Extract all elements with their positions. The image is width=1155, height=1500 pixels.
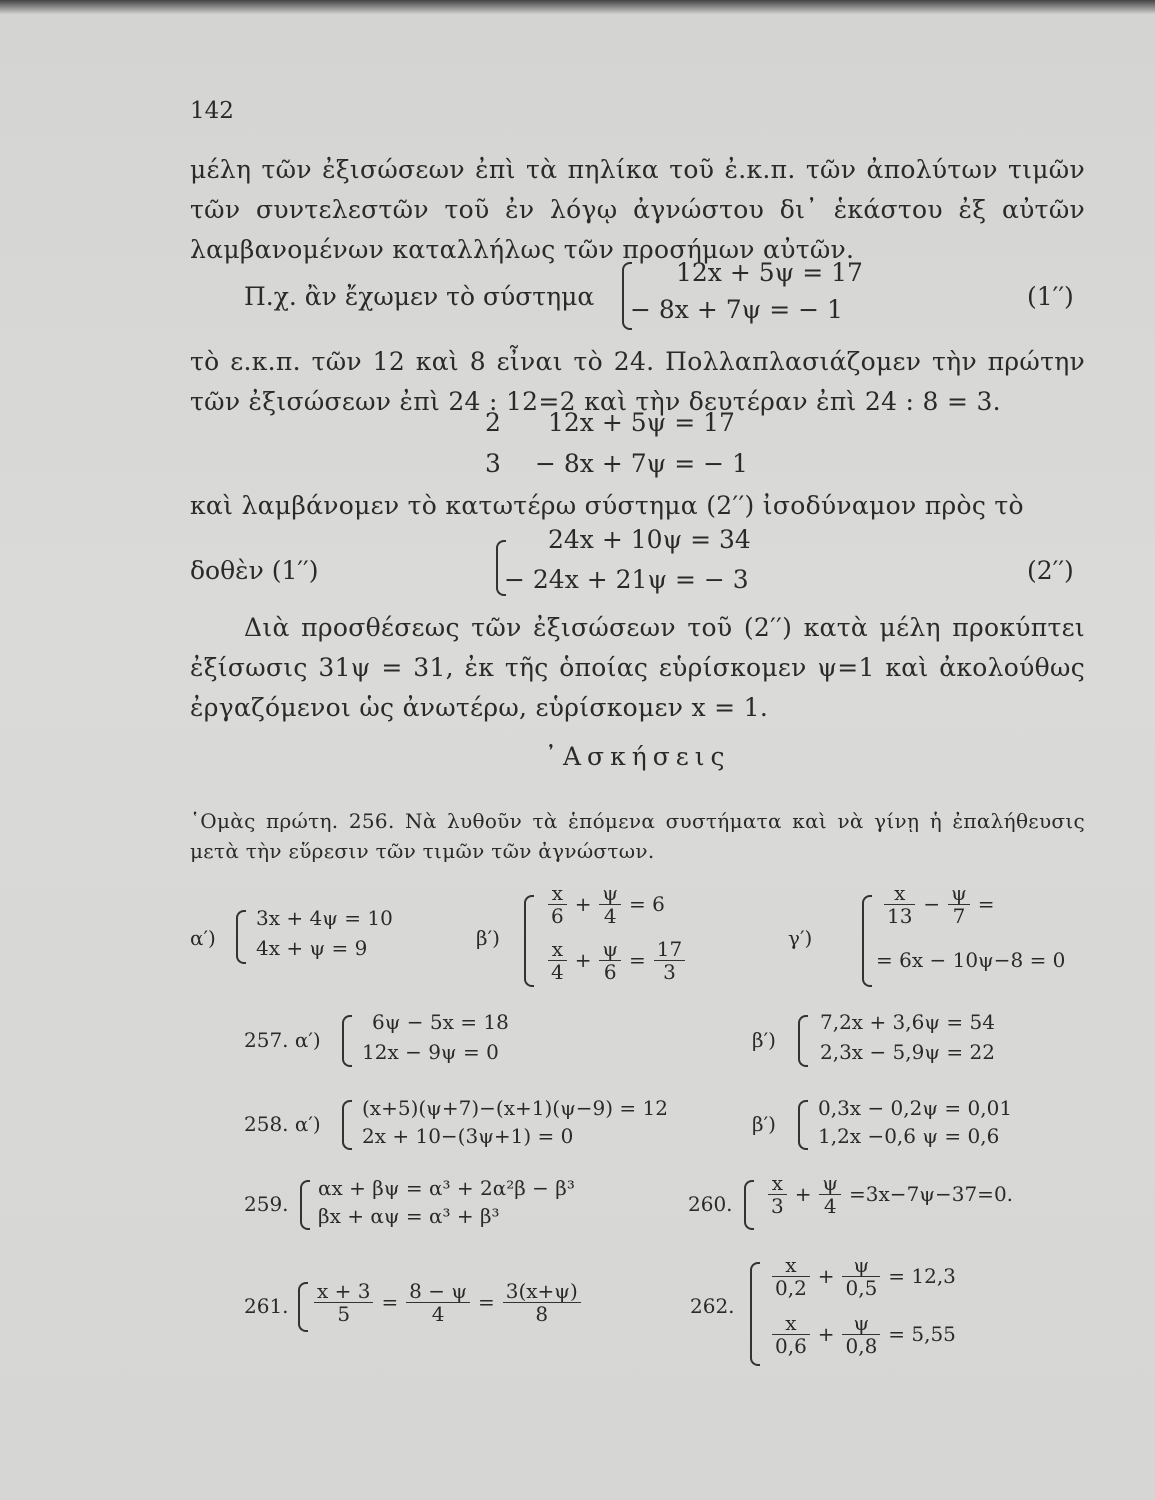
paragraph-3: καὶ λαμβάνομεν τὸ κατωτέρω σύστημα (2′′) ἰσοδύναμον πρὸς τὸ: [190, 491, 1024, 520]
exercises-heading: ᾿Ασκήσεις: [544, 742, 731, 771]
ex260-number: 260.: [688, 1192, 733, 1216]
ex258-a-brace: [342, 1100, 352, 1150]
mult-factor-2: 3: [485, 449, 501, 478]
ex256-b-frac-x6: $\frac{x}{6}$: [548, 882, 567, 927]
ex256-c-frac-psi7: $\frac{\psi}{7}$: [948, 882, 970, 927]
ex256-c-brace: [862, 895, 872, 987]
system-2-eq2: − 24x + 21ψ = − 3: [504, 565, 749, 594]
example-intro: Π.χ. ἂν ἔχωμεν τὸ σύστημα: [244, 282, 595, 311]
ex260-frac-x3: $\frac{x}{3}$: [768, 1172, 787, 1217]
system-1-eq2: − 8x + 7ψ = − 1: [630, 295, 843, 324]
ex257-a-eq2: 12x − 9ψ = 0: [362, 1040, 499, 1064]
ex256-c-row2: = 6x − 10ψ−8 = 0: [876, 948, 1066, 972]
ex261-frac-1: $\frac{x + 3}{5}$: [314, 1280, 373, 1325]
paragraph-1: μέλη τῶν ἐξισώσεων ἐπὶ τὰ πηλίκα τοῦ ἐ.κ.π. τῶν ἀπολύτων τιμῶν τῶν συντελεστῶν τοῦ ἐν λόγῳ ἀγνώστου δι᾿ ἑκάστου ἐξ αὐτῶν λαμβανομένων καταλλήλως τῶν προσήμων αὐτῶν.: [190, 155, 1085, 264]
paragraph-2: τὸ ε.κ.π. τῶν 12 καὶ 8 εἶναι τὸ 24. Πολλαπλασιάζομεν τὴν πρώτην τῶν ἐξισώσεων ἐπὶ 24 : 12=2 καὶ τὴν δευτέραν ἐπὶ 24 : 8 = 3.: [190, 347, 1085, 416]
ex259-number: 259.: [244, 1192, 289, 1216]
ex256-a-label: α′): [190, 926, 216, 950]
ex257-b-brace: [798, 1015, 808, 1067]
ex257-number: 257. α′): [244, 1028, 321, 1052]
ex257-a-brace: [342, 1015, 352, 1067]
ex261-frac-2: $\frac{8 - \psi}{4}$: [406, 1280, 470, 1325]
ex256-b-frac-psi6: $\frac{\psi}{6}$: [599, 938, 621, 983]
ex259-brace: [300, 1180, 310, 1230]
ex256-c-frac-x13: $\frac{x}{13}$: [884, 882, 915, 927]
ex261-equation: $\frac{x + 3}{5}$ = $\frac{8 - \psi}{4}$ = $\frac{3(x+\psi)}{8}$: [314, 1280, 581, 1325]
mult-factor-1: 2: [485, 408, 501, 437]
group-intro: ῾Ομὰς πρώτη. 256. Νὰ λυθοῦν τὰ ἑπόμενα συστήματα καὶ νὰ γίνῃ ἡ ἐπαλήθευσις μετὰ τὴν εὕρεσιν τῶν τιμῶν τῶν ἀγνώστων.: [190, 809, 1085, 863]
ex257-b-eq1: 7,2x + 3,6ψ = 54: [820, 1010, 995, 1034]
ex261-brace: [298, 1282, 308, 1332]
ex256-c-row1: $\frac{x}{13}$ − $\frac{\psi}{7}$ =: [884, 882, 995, 927]
ex257-b-eq2: 2,3x − 5,9ψ = 22: [820, 1040, 995, 1064]
ex256-b-row1: $\frac{x}{6}$ + $\frac{\psi}{4}$ = 6: [548, 882, 665, 927]
system-1-label: (1′′): [1027, 282, 1074, 311]
mult-row-2: − 8x + 7ψ = − 1: [535, 449, 748, 478]
paragraph-4: Διὰ προσθέσεως τῶν ἐξισώσεων τοῦ (2′′) κατὰ μέλη προκύπτει ἐξίσωσις 31ψ = 31, ἐκ τῆς ὁποίας εὑρίσκομεν ψ=1 καὶ ἀκολούθως ἐργαζόμενοι ὡς ἀνωτέρω, εὑρίσκομεν x = 1.: [190, 613, 1085, 722]
ex257-b-label: β′): [752, 1028, 776, 1052]
ex257-a-eq1: 6ψ − 5x = 18: [372, 1010, 509, 1034]
ex259-eq2: βx + αψ = α³ + β³: [318, 1204, 500, 1228]
ex262-row2: $\frac{x}{0,6}$ + $\frac{\psi}{0,8}$ = 5,55: [772, 1312, 956, 1357]
ex256-c-label: γ′): [788, 926, 813, 950]
ex258-b-eq1: 0,3x − 0,2ψ = 0,01: [818, 1096, 1013, 1120]
ex262-frac-psi05: $\frac{\psi}{0,5}$: [842, 1254, 880, 1299]
ex260-brace: [744, 1180, 754, 1230]
ex260-equation: $\frac{x}{3}$ + $\frac{\psi}{4}$ =3x−7ψ−37=0.: [768, 1172, 1013, 1217]
ex259-eq1: αx + βψ = α³ + 2α²β − β³: [318, 1176, 575, 1200]
ex256-b-frac-psi4: $\frac{\psi}{4}$: [599, 882, 621, 927]
system-1-eq1: 12x + 5ψ = 17: [676, 258, 863, 287]
ex258-b-eq2: 1,2x −0,6 ψ = 0,6: [818, 1124, 1000, 1148]
ex256-b-brace: [524, 895, 534, 987]
ex258-number: 258. α′): [244, 1112, 321, 1136]
given-label: δοθὲν (1′′): [190, 556, 319, 585]
ex256-b-frac-x4: $\frac{x}{4}$: [548, 938, 567, 983]
ex258-b-brace: [798, 1100, 808, 1150]
ex262-frac-psi08: $\frac{\psi}{0,8}$: [842, 1312, 880, 1357]
system-2-label: (2′′): [1027, 556, 1074, 585]
ex260-frac-psi4: $\frac{\psi}{4}$: [819, 1172, 841, 1217]
ex258-a-eq2: 2x + 10−(3ψ+1) = 0: [362, 1124, 574, 1148]
ex256-b-row2: $\frac{x}{4}$ + $\frac{\psi}{6}$ = $\frac{17}{3}$: [548, 938, 685, 983]
ex262-number: 262.: [690, 1294, 735, 1318]
ex258-b-label: β′): [752, 1112, 776, 1136]
ex258-a-eq1: (x+5)(ψ+7)−(x+1)(ψ−9) = 12: [362, 1096, 668, 1120]
ex261-frac-3: $\frac{3(x+\psi)}{8}$: [503, 1280, 581, 1325]
ex256-a-eq2: 4x + ψ = 9: [256, 936, 368, 960]
ex262-frac-x02: $\frac{x}{0,2}$: [772, 1254, 810, 1299]
system-2-eq1: 24x + 10ψ = 34: [548, 525, 751, 554]
ex256-b-label: β′): [476, 926, 500, 950]
ex262-frac-x06: $\frac{x}{0,6}$: [772, 1312, 810, 1357]
ex256-a-brace: [236, 910, 246, 964]
mult-row-1: 12x + 5ψ = 17: [548, 408, 735, 437]
ex262-row1: $\frac{x}{0,2}$ + $\frac{\psi}{0,5}$ = 12,3: [772, 1254, 956, 1299]
ex262-brace: [750, 1262, 760, 1366]
ex256-a-eq1: 3x + 4ψ = 10: [256, 906, 393, 930]
ex261-number: 261.: [244, 1294, 289, 1318]
page-number: 142: [190, 98, 234, 124]
top-edge-shadow: [0, 0, 1155, 14]
ex256-b-frac-17-3: $\frac{17}{3}$: [654, 938, 685, 983]
